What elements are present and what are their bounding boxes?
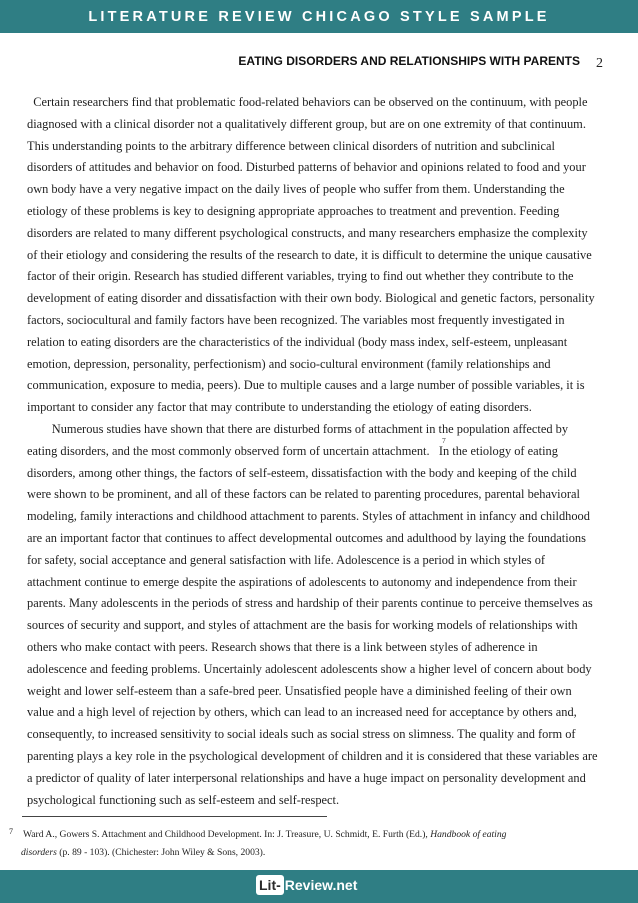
body-line: disorders of attitudes and behavior on food. Disturbed patterns of behavior and opinions related to food and your <box>27 160 586 175</box>
footnote-line-1 <box>9 826 619 844</box>
body-line: of their etiology and considering the results of the research to date, it is difficult to determine the unique causative <box>27 247 592 262</box>
body-line: factor of their origin. Research has studied different variables, trying to find out whether they contribute to the <box>27 269 574 284</box>
page-number: 2 <box>596 56 603 71</box>
body-line: emotion, depression, personality, perfectionism) and socio-cultural environment (family relationships and <box>27 356 551 371</box>
body-line: Certain researchers find that problematic food-related behaviors can be observed on the continuum, with people <box>27 95 588 109</box>
body-line: relation to eating disorders are the characteristics of the individual (body mass index, self-esteem, unpleasant <box>27 334 568 349</box>
brand-lit-badge: Lit- <box>256 875 284 895</box>
footnote-line-2 <box>9 844 619 862</box>
body-text <box>27 92 625 811</box>
body-line: consequently, to increased sensitivity to social ideals such as social stress on slimness. The quality and form of <box>27 727 576 742</box>
body-line: important to consider any factor that may contribute to understanding the etiology of eating disorders. <box>27 400 532 415</box>
footnote-number: 7 <box>9 827 13 836</box>
body-line: weight and lower self-esteem than a safe-bred peer. Unsatisfied people have a diminished feeling of their own <box>27 683 572 698</box>
body-line: factors, sociocultural and family factors have been recognized. The variables most frequently investigated in <box>27 312 565 327</box>
footnote-citation-rest: (p. 89 - 103). (Chichester: John Wiley & Sons, 2003). <box>56 847 266 858</box>
footnote-citation-text: Ward A., Gowers S. Attachment and Childhood Development. In: J. Treasure, U. Schmidt, E. Furth (Ed.), <box>23 829 428 840</box>
body-line: disorders, among other things, the factors of self-esteem, dissatisfaction with the body and keeping of the child <box>27 465 577 480</box>
body-line: parents. Many adolescents in the periods of stress and hardship of their parents continue to perceive themselves as <box>27 596 593 611</box>
body-line: sources of security and support, and styles of attachment are the basis for working models of relationships with <box>27 618 578 633</box>
footnote-divider <box>22 816 327 817</box>
body-line: are an important factor that continues to affect developmental outcomes and adulthood by laying the foundations <box>27 530 586 545</box>
body-line: were shown to be prominent, and all of these factors can be related to parenting procedures, parental behavioral <box>27 487 580 502</box>
body-line: own body have a very negative impact on the daily lives of people who suffer from them. Understanding the <box>27 182 565 197</box>
body-line: adolescence and feeding problems. Uncertainly adolescent adolescents show a higher level of concern about body <box>27 661 592 676</box>
body-line: parenting plays a key role in the psychological development of children and it is considered that these variables are <box>27 748 598 763</box>
body-line: diagnosed with a clinical disorder not a qualitatively different group, but are on one extremity of that continuum. <box>27 116 586 131</box>
top-banner <box>0 0 638 33</box>
body-line: a predictor of quality of later interpersonal relationships and have a huge impact on personality development and <box>27 770 586 785</box>
footnote-book-title-cont: disorders <box>21 847 57 858</box>
body-line: disorders are related to many different psychological constructs, and many researchers emphasize the complexity <box>27 225 588 240</box>
footnote <box>9 826 619 862</box>
body-line: Numerous studies have shown that there are disturbed forms of attachment in the population affected by <box>27 421 569 436</box>
body-line: etiology of these problems is key to designing appropriate approaches to treatment and prevention. Feeding <box>27 203 560 218</box>
body-line: This understanding points to the arbitrary difference between clinical disorders of nutrition and subclinical <box>27 138 555 153</box>
body-line: communication, exposure to media, peers). Due to multiple causes and a large number of possible variables, it is <box>27 378 585 393</box>
footnote-book-title: Handbook of eating <box>430 829 507 840</box>
footnote-reference: 7 <box>442 436 446 445</box>
body-line: for safety, social acceptance and general satisfaction with life. Adolescence is a period in which styles of <box>27 552 546 567</box>
body-line: value and a high level of rejection by others, which can lead to an increased need for acceptance by others and, <box>27 705 577 720</box>
body-line: others who make contact with peers. Research shows that there is a link between styles of adherence in <box>27 639 538 654</box>
body-line: development of eating disorder and dissatisfaction with their own body. Biological and genetic factors, personality <box>27 291 595 306</box>
body-line: attachment continue to emerge despite the aspirations of adolescents to autonomy and independence from their <box>27 574 577 589</box>
body-line: psychological functioning such as self-esteem and self-respect. <box>27 792 340 807</box>
brand-logo-link[interactable] <box>256 875 357 895</box>
brand-name: Review.net <box>284 877 358 893</box>
body-line: eating disorders, and the most commonly observed form of uncertain attachment. In the etiology of eating <box>27 443 558 458</box>
running-head: EATING DISORDERS AND RELATIONSHIPS WITH PARENTS <box>238 54 580 68</box>
banner-title: LITERATURE REVIEW CHICAGO STYLE SAMPLE <box>88 8 550 25</box>
body-line: modeling, family interactions and childhood attachment to parents. Styles of attachment in infancy and childhood <box>27 509 590 524</box>
